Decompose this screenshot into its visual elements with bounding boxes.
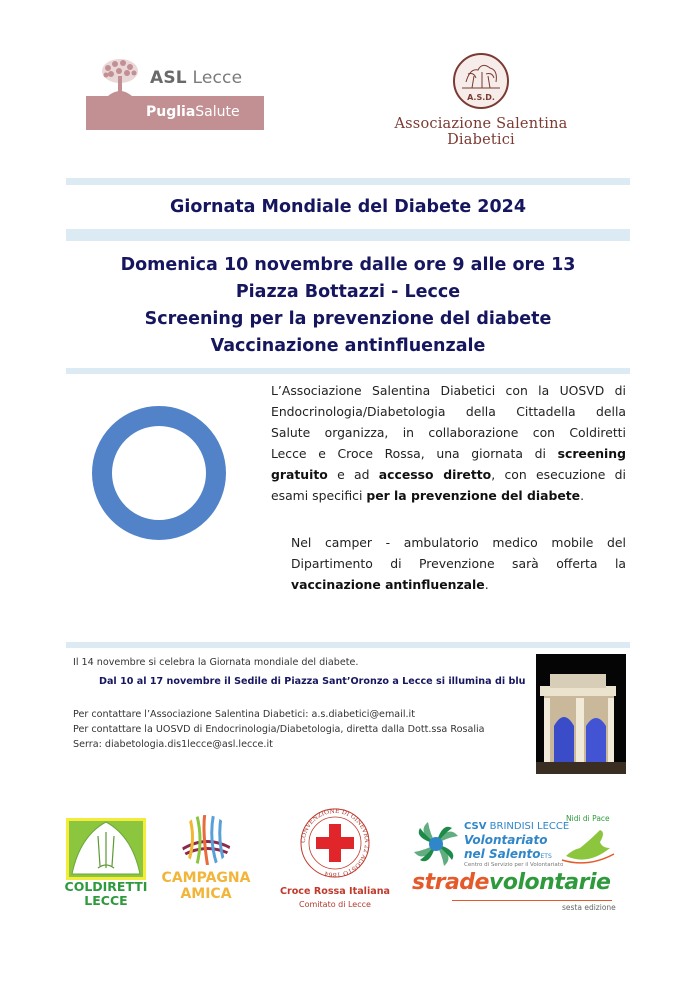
strade-underline	[452, 900, 612, 901]
svg-text:CONVENZIONE DI GINEVRA 22 AGOS: CONVENZIONE DI GINEVRA 22 AGOSTO 1864	[299, 807, 371, 879]
sedile-illumination-note: Dal 10 al 17 novembre il Sedile di Piazza Sant’Oronzo a Lecce si illumina di blu	[99, 676, 526, 687]
croce-rossa-logo	[276, 806, 394, 914]
puglia-salute-text: PugliaSalute	[146, 104, 240, 120]
svg-text:A.S.D.: A.S.D.	[467, 93, 495, 102]
blue-circle-icon	[84, 398, 234, 548]
pinwheel-icon	[412, 820, 460, 868]
description-paragraph: L’Associazione Salentina Diabetici con la UOSVD di Endocrinologia/Diabetologia della Cittadella della Salute organizza, in collaborazione con Coldiretti Lecce e Croce Rossa, una giornata di screening gratuito e ad accesso diretto, con esecuzione di esami specifici per la prevenzione del diabete.	[271, 383, 626, 503]
event-location: Piazza Bottazzi - Lecce	[235, 282, 461, 302]
contact-uosvd-email: Serra: diabetologia.dis1lecce@asl.lecce.it	[73, 739, 273, 750]
csv-centro-servizio: Centro di Servizio per il Volontariato	[464, 862, 564, 868]
asl-name: ASL Lecce	[150, 68, 243, 88]
strade-part2: volontarie	[488, 870, 611, 895]
croce-rossa-name: Croce Rossa Italiana	[279, 886, 391, 897]
red-cross-seal-icon	[298, 806, 372, 880]
divider-band	[66, 368, 630, 374]
page-title: Giornata Mondiale del Diabete 2024	[170, 197, 526, 217]
nidi-di-pace-name: Nidi di Pace	[566, 814, 610, 823]
strade-part1: strade	[412, 870, 489, 895]
event-screening: Screening per la prevenzione del diabete	[144, 309, 552, 329]
campagna-amica-line2: AMICA	[180, 886, 232, 902]
tree-icon	[98, 58, 142, 96]
divider-band	[66, 178, 630, 185]
dove-icon	[560, 826, 616, 866]
asd-seal-logo	[452, 52, 510, 110]
coldiretti-line2: LECCE	[84, 893, 128, 908]
csv-nel-salento: nel Salento	[464, 847, 541, 861]
campagna-amica-logo	[156, 810, 256, 906]
csv-volontariato: Volontariato	[464, 833, 548, 847]
striped-globe-icon	[178, 812, 234, 868]
csv-ets: ETS	[540, 853, 552, 860]
coldiretti-lecce-logo	[66, 818, 146, 910]
campagna-amica-line1: CAMPAGNA	[161, 870, 251, 886]
wheat-shield-icon	[66, 818, 146, 880]
csv-brindisi-lecce: BRINDISI LECCE	[486, 821, 570, 832]
event-date: Domenica 10 novembre dalle ore 9 alle ore 13	[120, 255, 576, 275]
world-diabetes-day-note: Il 14 novembre si celebra la Giornata mondiale del diabete.	[73, 657, 359, 668]
asd-name: Associazione Salentina Diabetici	[394, 116, 568, 148]
event-vaccination: Vaccinazione antinfluenzale	[210, 336, 486, 356]
sedile-photo	[536, 654, 626, 774]
divider-band	[66, 229, 630, 241]
contact-association: Per contattare l’Associazione Salentina Diabetici: a.s.diabetici@email.it	[73, 709, 415, 720]
divider-band	[66, 642, 630, 648]
vaccination-paragraph: Nel camper - ambulatorio medico mobile del Dipartimento di Prevenzione sarà offerta la vaccinazione antinfluenzale.	[291, 535, 626, 592]
coldiretti-line1: COLDIRETTI	[64, 879, 148, 894]
strade-edition: sesta edizione	[562, 903, 616, 912]
csv-volontariato-logo	[412, 814, 628, 916]
asl-lecce-logo	[86, 58, 264, 132]
contact-uosvd: Per contattare la UOSVD di Endocrinologia/Diabetologia, diretta dalla Dott.ssa Rosalia	[73, 724, 485, 735]
csv-bold: CSV	[464, 821, 487, 832]
puglia-salute-bar	[86, 96, 264, 130]
croce-rossa-sub: Comitato di Lecce	[299, 900, 371, 909]
